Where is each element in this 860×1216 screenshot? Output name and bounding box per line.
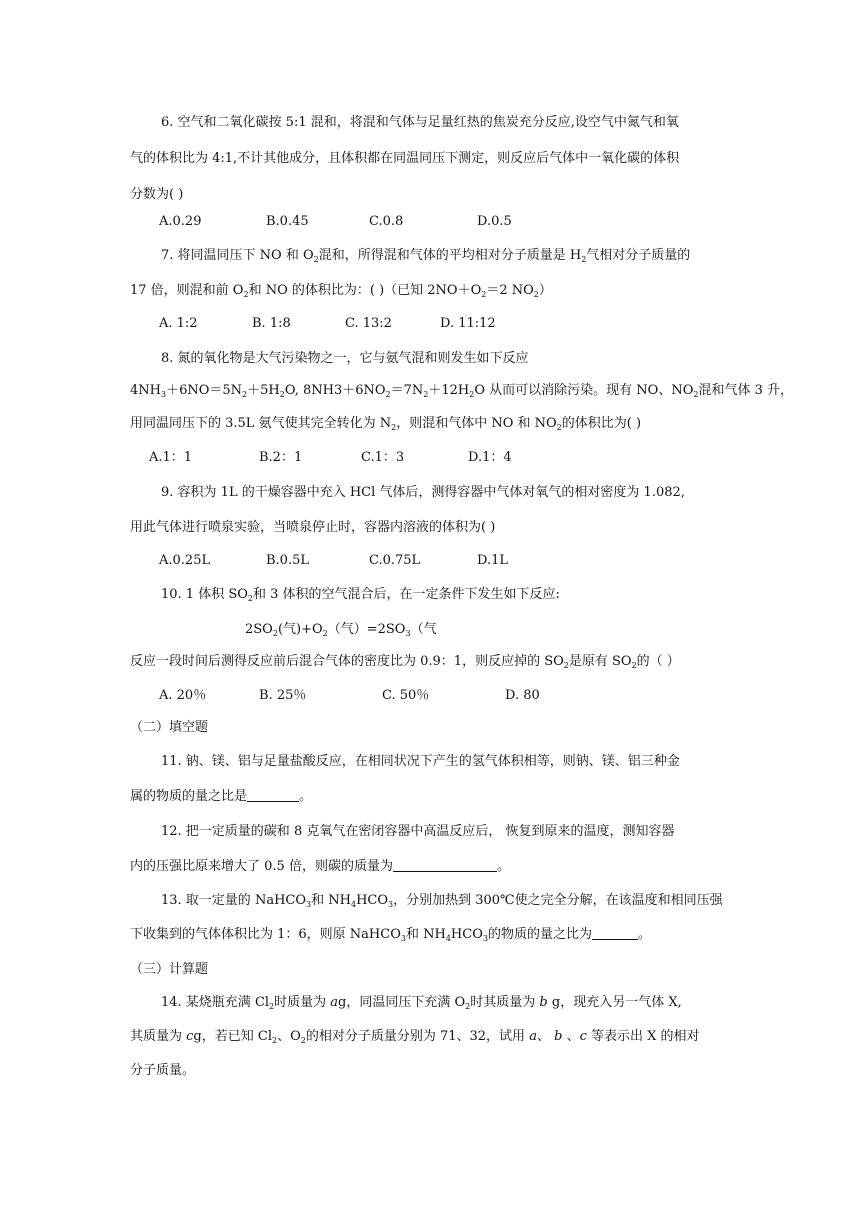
q14-line1: 14. 某烧瓶充满 $Cl_2$时质量为 ag，同温同压下充满 $O_2$时其质量为 b g，现充入另一气体 X, bbox=[161, 995, 682, 1011]
q9-option-d: D.1L bbox=[477, 553, 508, 568]
q9-option-c: C.0.75L bbox=[369, 553, 421, 568]
q6-option-c: C.0.8 bbox=[369, 214, 404, 229]
q6-line3: 分数为( ) bbox=[130, 187, 184, 202]
q12-answer-blank[interactable] bbox=[393, 858, 497, 872]
q7-line1: 7. 将同温同压下 NO 和 $O_2$混和，所得混和气体的平均相对分子质量是 $H_2$气相对分子质量的 bbox=[161, 248, 691, 264]
q9-option-a: A.0.25L bbox=[159, 553, 211, 568]
q13-line1: 13. 取一定量的 NaHCO$_3$和 $NH_4HCO_3$，分别加热到 300℃使之完全分解，在该温度和相同压强 bbox=[161, 893, 723, 909]
q7-option-a: A. 1:2 bbox=[159, 316, 198, 331]
q8-option-c: C.1：3 bbox=[361, 450, 405, 465]
q6-line2: 气的体积比为 4:1,不计其他成分，且体积都在同温同压下测定，则反应后气体中一氧化碳的体积 bbox=[130, 151, 680, 166]
q14-line3: 分子质量。 bbox=[130, 1063, 196, 1078]
q11-answer-blank[interactable] bbox=[247, 788, 299, 802]
q10-option-a: A. 20％ bbox=[159, 688, 207, 703]
q11-line2: 属的物质的量之比是 。 bbox=[130, 789, 313, 804]
q8-line3: 用同温同压下的 3.5L 氨气使其完全转化为 $N_2$，则混和气体中 NO 和 $NO_2$的体积比为( ) bbox=[130, 416, 642, 432]
q10-option-c: C. 50％ bbox=[382, 688, 430, 703]
q13-answer-blank[interactable] bbox=[592, 926, 638, 940]
q10-option-b: B. 25％ bbox=[259, 688, 307, 703]
q12-line1: 12. 把一定质量的碳和 8 克氧气在密闭容器中高温反应后， 恢复到原来的温度，测知容器 bbox=[161, 824, 675, 839]
q14-line2: 其质量为 cg，若已知 $Cl_2$、$O_2$的相对分子质量分别为 71、32，试用 a、 b 、c 等表示出 X 的相对 bbox=[130, 1029, 700, 1045]
section-fill-in-heading: （二）填空题 bbox=[130, 720, 209, 735]
q8-line2: $4NH_3+6NO=5N_2+5H_2O$, $8NH3+6NO_2=7N_2+12H_2O$ 从而可以消除污染。现有 NO、$NO_2$混和气体 3 升， bbox=[130, 383, 794, 399]
q8-line1: 8. 氮的氧化物是大气污染物之一，它与氨气混和则发生如下反应 bbox=[161, 351, 529, 366]
q8-option-b: B.2：1 bbox=[259, 450, 303, 465]
q6-option-a: A.0.29 bbox=[159, 214, 202, 229]
section-calculation-heading: （三）计算题 bbox=[130, 962, 209, 977]
q13-line2: 下收集到的气体体积比为 1：6，则原 NaHCO$_3$和 $NH_4HCO_3$的物质的量之比为 。 bbox=[130, 927, 651, 943]
q9-line1: 9. 容积为 1L 的干燥容器中充入 HCl 气体后，测得容器中气体对氧气的相对密度为 1.082, bbox=[161, 485, 685, 500]
q9-line2: 用此气体进行喷泉实验，当喷泉停止时，容器内溶液的体积为( ) bbox=[130, 520, 496, 535]
q7-line2: 17 倍，则混和前 $O_2$和 NO 的体积比为：( )（已知 $2NO+O_2=2$ $NO_2$） bbox=[130, 283, 552, 299]
q10-line3: 反应一段时间后测得反应前后混合气体的密度比为 0.9：1，则反应掉的 $SO_2$是原有 $SO_2$的（ ） bbox=[130, 654, 680, 670]
q12-line2: 内的压强比原来增大了 0.5 倍，则碳的质量为 。 bbox=[130, 859, 510, 874]
q6-option-d: D.0.5 bbox=[477, 214, 512, 229]
q7-option-c: C. 13:2 bbox=[345, 316, 392, 331]
q7-option-d: D. 11:12 bbox=[440, 316, 496, 331]
q6-line1: 6. 空气和二氧化碳按 5:1 混和，将混和气体与足量红热的焦炭充分反应,设空气中氮气和氧 bbox=[161, 115, 679, 130]
q7-option-b: B. 1:8 bbox=[252, 316, 291, 331]
q8-option-a: A.1：1 bbox=[149, 450, 193, 465]
q10-line1: 10. 1 体积 $SO_2$和 3 体积的空气混合后，在一定条件下发生如下反应: bbox=[161, 587, 560, 603]
q9-option-b: B.0.5L bbox=[266, 553, 309, 568]
q6-option-b: B.0.45 bbox=[266, 214, 309, 229]
q10-option-d: D. 80 bbox=[505, 688, 540, 703]
q10-equation: $2SO_2$(气)$+O_2$（气）$=2SO_3$（气 bbox=[245, 622, 437, 638]
q8-option-d: D.1：4 bbox=[468, 450, 512, 465]
q11-line1: 11. 钠、镁、铝与足量盐酸反应，在相同状况下产生的氢气体积相等，则钠、镁、铝三种金 bbox=[161, 754, 680, 769]
